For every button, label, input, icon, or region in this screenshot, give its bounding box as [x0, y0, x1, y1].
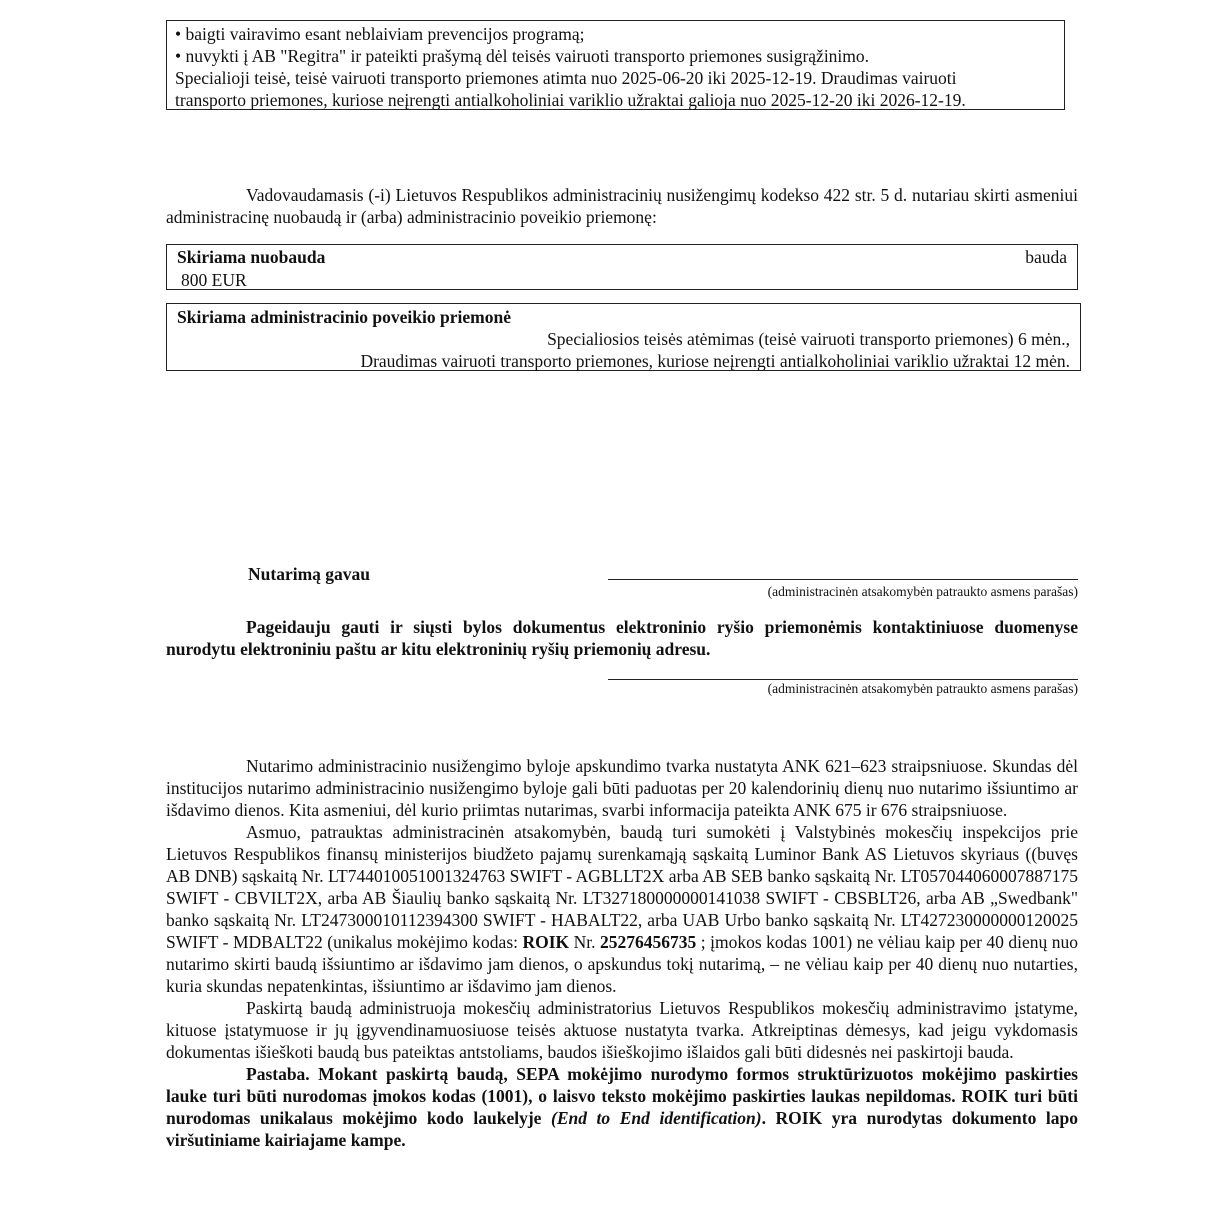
end-to-end-label: (End to End identification): [551, 1108, 762, 1128]
roik-label: ROIK: [522, 932, 570, 952]
measure-heading: Skiriama administracinio poveikio priemonė: [177, 307, 511, 327]
measure-box: [166, 303, 1081, 371]
condition-bullet-2: • nuvykti į AB "Regitra" ir pateikti prašymą dėl teisės vairuoti transporto priemones susigrąžinimo.: [175, 46, 870, 66]
measure-line-1: Specialiosios teisės atėmimas (teisė vairuoti transporto priemones) 6 mėn.,: [547, 329, 1070, 349]
signature-line-electronic: [608, 679, 1078, 680]
penalty-heading: Skiriama nuobauda: [177, 247, 326, 267]
special-right-period: Specialioji teisė, teisė vairuoti transporto priemones atimta nuo 2025-06-20 iki 2025-12-19. Draudimas vairuoti: [175, 68, 957, 88]
penalty-box: [166, 244, 1078, 290]
administration-paragraph: Paskirtą baudą administruoja mokesčių administratorius Lietuvos Respublikos mokesčių administravimo įstatyme, kituose įstatymuose ir jų įgyvendinamuosiuose teisės aktuose nustatyta tvarka. Atkreiptinas dėmesys, kad jeigu vykdomasis dokumentas išieškoti baudą bus pateiktas antstoliams, baudos išieškojimo išlaidos gali būti didesnės nei paskirtoji bauda.: [166, 998, 1078, 1062]
signature-caption-received: (administracinėn atsakomybėn patraukto asmens parašas): [767, 584, 1078, 599]
payment-paragraph: Asmuo, patrauktas administracinėn atsakomybėn, baudą turi sumokėti į Valstybinės mokesčių inspekcijos prie Lietuvos Respublikos finansų ministerijos biudžeto pajamų surenkamąją sąskaitą Luminor Bank AS Lietuvos skyriaus ((buvęs AB DNB) sąskaitą Nr. LT744010051001324763 SWIFT - AGBLLT2X arba AB SEB banko sąskaitą Nr. LT057044060007887175 SWIFT - CBVILT2X, arba AB Šiaulių banko sąskaitą Nr. LT327180000000141038 SWIFT - CBSBLT26, arba AB „Swedbank" banko sąskaitą Nr. LT247300010112394300 SWIFT - HABALT22, arba UAB Urbo banko sąskaitą Nr. LT427230000000120025 SWIFT - MDBALT22 (unikalus mokėjimo kodas: ROIK Nr. 25276456735 ; įmokos kodas 1001) ne vėliau kaip per 40 dienų nuo nutarimo skirti baudą išsiuntimo ar išdavimo jam dienos, o apskundus tokį nutarimą, – ne vėliau kaip per 40 dienų nuo nutarties, kuria skundas nepatenkintas, išsiuntimo ar išdavimo jam dienos.: [166, 822, 1079, 996]
penalty-amount: 800 EUR: [181, 270, 247, 290]
decision-intro: Vadovaudamasis (-i) Lietuvos Respublikos administracinių nusižengimų kodekso 422 str. 5 d. nutariau skirti asmeniui administracinę nuobaudą ir (arba) administracinio poveikio priemonę:: [166, 185, 1078, 227]
signature-caption-electronic: (administracinėn atsakomybėn patraukto asmens parašas): [767, 681, 1078, 696]
restoration-conditions-box: [166, 20, 1065, 110]
interlock-ban-period: transporto priemones, kuriose neįrengti antialkoholiniai variklio užraktai galioja nuo 2025-12-20 iki 2026-12-19.: [175, 90, 966, 110]
signature-line-received: [608, 579, 1078, 580]
note-paragraph: Pastaba. Mokant paskirtą baudą, SEPA mokėjimo nurodymo formos struktūrizuotos mokėjimo paskirties lauke turi būti nurodomas įmokos kodas (1001), o laisvo teksto mokėjimo paskirties laukas nepildomas. ROIK turi būti nurodomas unikalaus mokėjimo kodo laukelyje (End to End identification). ROIK yra nurodytas dokumento lapo viršutiniame kairiajame kampe.: [166, 1064, 1078, 1150]
appeal-paragraph: Nutarimo administracinio nusižengimo byloje apskundimo tvarka nustatyta ANK 621–623 straipsniuose. Skundas dėl institucijos nutarimo administracinio nusižengimo byloje gali būti paduotas per 20 kalendorinių dienų nuo nutarimo išsiuntimo ar išdavimo dienos. Kita asmeniui, dėl kurio priimtas nutarimas, svarbi informacija pateikta ANK 675 ir 676 straipsniuose.: [166, 756, 1078, 820]
condition-bullet-1: • baigti vairavimo esant neblaiviam prevencijos programą;: [175, 24, 585, 44]
measure-line-2: Draudimas vairuoti transporto priemones, kuriose neįrengti antialkoholiniai variklio užraktai 12 mėn.: [360, 351, 1070, 371]
payment-code: 25276456735: [600, 932, 697, 952]
legal-information: [166, 755, 1078, 1151]
penalty-type: bauda: [1025, 247, 1067, 267]
received-label: Nutarimą gavau: [248, 564, 371, 584]
electronic-consent: Pageidauju gauti ir siųsti bylos dokumentus elektroninio ryšio priemonėmis kontaktiniuose duomenyse nurodytu elektroniniu paštu ar kitu elektroninių ryšių priemonių adresu.: [166, 617, 1078, 659]
